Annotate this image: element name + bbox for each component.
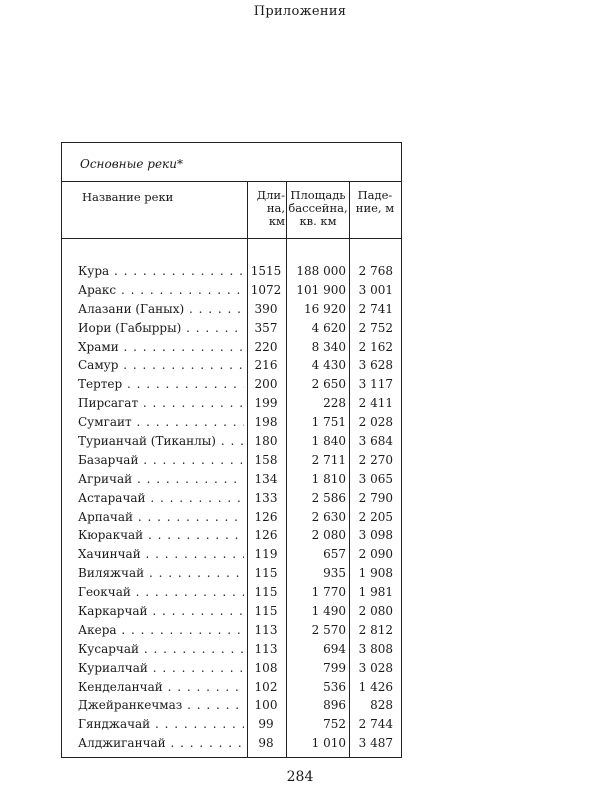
rivers-table: [61, 142, 402, 758]
river-length: 216: [254, 358, 278, 373]
river-name: Арпачай . . .: [78, 508, 244, 527]
river-name: Кенделанчай . . .: [78, 678, 244, 697]
basin-area: 2 711: [311, 452, 346, 467]
basin-area: 2 630: [311, 509, 346, 524]
basin-area: 4 430: [311, 358, 346, 373]
table-row: [62, 564, 403, 583]
river-length: 113: [254, 641, 278, 656]
basin-area: 752: [323, 717, 346, 732]
river-name: Алджиганчай . . .: [78, 734, 244, 753]
table-row: [62, 640, 403, 659]
table-row: [62, 432, 403, 451]
table-body: [62, 262, 403, 753]
river-fall: 1 981: [358, 585, 393, 600]
river-length: 158: [254, 452, 278, 467]
river-name: Самур . . .: [78, 356, 244, 375]
river-name: Кусарчай . . .: [78, 640, 244, 659]
river-name: Виляжчай . . .: [78, 564, 244, 583]
river-name: Храми . . .: [78, 338, 244, 357]
river-name: Хачинчай . . .: [78, 545, 244, 564]
river-length: 126: [254, 528, 278, 543]
basin-area: 694: [323, 641, 346, 656]
river-name: Турианчай (Тиканлы) . . .: [78, 432, 244, 451]
table-caption: Основные реки*: [80, 157, 183, 171]
river-name: Пирсагат . . .: [78, 394, 244, 413]
river-fall: 2 205: [358, 509, 393, 524]
river-length: 133: [254, 490, 278, 505]
header-fall-line: Паде-: [357, 188, 393, 202]
river-name: Джейранкечмаз . . .: [78, 696, 244, 715]
river-fall: 3 487: [358, 736, 393, 751]
river-name: Кура . . .: [78, 262, 244, 281]
table-row: [62, 300, 403, 319]
river-name: Аракс . . .: [78, 281, 244, 300]
river-name: Астарачай . . .: [78, 489, 244, 508]
table-row: [62, 470, 403, 489]
table-row: [62, 319, 403, 338]
header-length-line: км: [268, 214, 285, 228]
river-length: 390: [254, 301, 278, 316]
table-row: [62, 281, 403, 300]
river-length: 199: [254, 396, 278, 411]
table-row: [62, 394, 403, 413]
river-fall: 828: [370, 698, 393, 713]
table-row: [62, 621, 403, 640]
river-fall: 2 080: [358, 604, 393, 619]
table-row: [62, 375, 403, 394]
table-row: [62, 356, 403, 375]
river-fall: 2 411: [358, 396, 393, 411]
river-name: Куриалчай . . .: [78, 659, 244, 678]
basin-area: 657: [323, 547, 346, 562]
river-fall: 3 065: [358, 471, 393, 486]
basin-area: 2 570: [311, 622, 346, 637]
table-row: [62, 489, 403, 508]
river-name: Гянджачай . . .: [78, 715, 244, 734]
basin-area: 799: [323, 660, 346, 675]
basin-area: 16 920: [304, 301, 346, 316]
river-name: Каркарчай . . .: [78, 602, 244, 621]
header-length-line: Дли-: [256, 188, 285, 202]
river-name: Сумгаит . . .: [78, 413, 244, 432]
header-name: Название реки: [82, 190, 174, 204]
river-fall: 2 744: [358, 717, 393, 732]
river-fall: 2 270: [358, 452, 393, 467]
table-row: [62, 508, 403, 527]
river-length: 1072: [250, 282, 282, 297]
table-row: [62, 678, 403, 697]
river-fall: 3 808: [358, 641, 393, 656]
table-row: [62, 659, 403, 678]
river-length: 98: [258, 736, 274, 751]
river-length: 102: [254, 679, 278, 694]
river-fall: 2 812: [358, 622, 393, 637]
header-area-line: кв. км: [299, 214, 337, 228]
river-name: Иори (Габырры) . . .: [78, 319, 244, 338]
river-length: 134: [254, 471, 278, 486]
basin-area: 228: [323, 396, 346, 411]
header-area-line: Площадь: [290, 188, 346, 202]
river-fall: 3 117: [358, 377, 393, 392]
river-length: 200: [254, 377, 278, 392]
header-divider: [62, 238, 401, 239]
river-length: 113: [254, 622, 278, 637]
basin-area: 8 340: [311, 339, 346, 354]
river-fall: 3 028: [358, 660, 393, 675]
basin-area: 2 586: [311, 490, 346, 505]
table-row: [62, 545, 403, 564]
river-fall: 3 684: [358, 434, 393, 449]
river-name: Алазани (Ганых) . . .: [78, 300, 244, 319]
river-name: Тертер . . .: [78, 375, 244, 394]
river-fall: 2 790: [358, 490, 393, 505]
river-length: 115: [254, 585, 278, 600]
river-fall: 2 768: [358, 264, 393, 278]
basin-area: 1 840: [311, 434, 346, 449]
basin-area: 101 900: [296, 282, 346, 297]
river-length: 99: [258, 717, 274, 732]
basin-area: 536: [323, 679, 346, 694]
table-row: [62, 526, 403, 545]
running-head: Приложения: [253, 4, 347, 19]
page-number: 284: [286, 769, 314, 785]
header-length: [249, 189, 285, 228]
header-fall: [351, 189, 399, 215]
river-length: 100: [254, 698, 278, 713]
table-row: [62, 338, 403, 357]
basin-area: 188 000: [296, 264, 346, 278]
basin-area: 1 810: [311, 471, 346, 486]
caption-divider: [62, 181, 401, 182]
basin-area: 1 770: [311, 585, 346, 600]
river-fall: 2 028: [358, 415, 393, 430]
river-fall: 2 162: [358, 339, 393, 354]
basin-area: 896: [323, 698, 346, 713]
table-row: [62, 602, 403, 621]
river-fall: 2 741: [358, 301, 393, 316]
river-length: 198: [254, 415, 278, 430]
table-row: [62, 734, 403, 753]
river-name: Геокчай . . .: [78, 583, 244, 602]
river-name: Агричай . . .: [78, 470, 244, 489]
river-length: 220: [254, 339, 278, 354]
river-fall: 3 098: [358, 528, 393, 543]
basin-area: 1 751: [311, 415, 346, 430]
basin-area: 2 080: [311, 528, 346, 543]
table-row: [62, 451, 403, 470]
river-fall: 1 908: [358, 566, 393, 581]
river-length: 1515: [250, 264, 282, 278]
river-fall: 1 426: [358, 679, 393, 694]
table-row: [62, 413, 403, 432]
header-fall-line: ние, м: [355, 201, 395, 215]
header-area-line: бассейна,: [288, 201, 348, 215]
header-length-line: на,: [266, 201, 285, 215]
basin-area: 1 490: [311, 604, 346, 619]
river-name: Акера . . .: [78, 621, 244, 640]
table-row: [62, 715, 403, 734]
basin-area: 4 620: [311, 320, 346, 335]
river-length: 119: [254, 547, 278, 562]
river-length: 115: [254, 566, 278, 581]
table-row: [62, 583, 403, 602]
river-length: 180: [254, 434, 278, 449]
header-area: [288, 189, 348, 228]
river-name: Базарчай . . .: [78, 451, 244, 470]
basin-area: 935: [323, 566, 346, 581]
river-name: Кюракчай . . .: [78, 526, 244, 545]
table-row: [62, 262, 403, 281]
river-fall: 3 628: [358, 358, 393, 373]
basin-area: 2 650: [311, 377, 346, 392]
river-length: 126: [254, 509, 278, 524]
river-length: 108: [254, 660, 278, 675]
table-row: [62, 696, 403, 715]
river-fall: 2 752: [358, 320, 393, 335]
river-length: 357: [254, 320, 278, 335]
basin-area: 1 010: [311, 736, 346, 751]
river-length: 115: [254, 604, 278, 619]
river-fall: 2 090: [358, 547, 393, 562]
river-fall: 3 001: [358, 282, 393, 297]
